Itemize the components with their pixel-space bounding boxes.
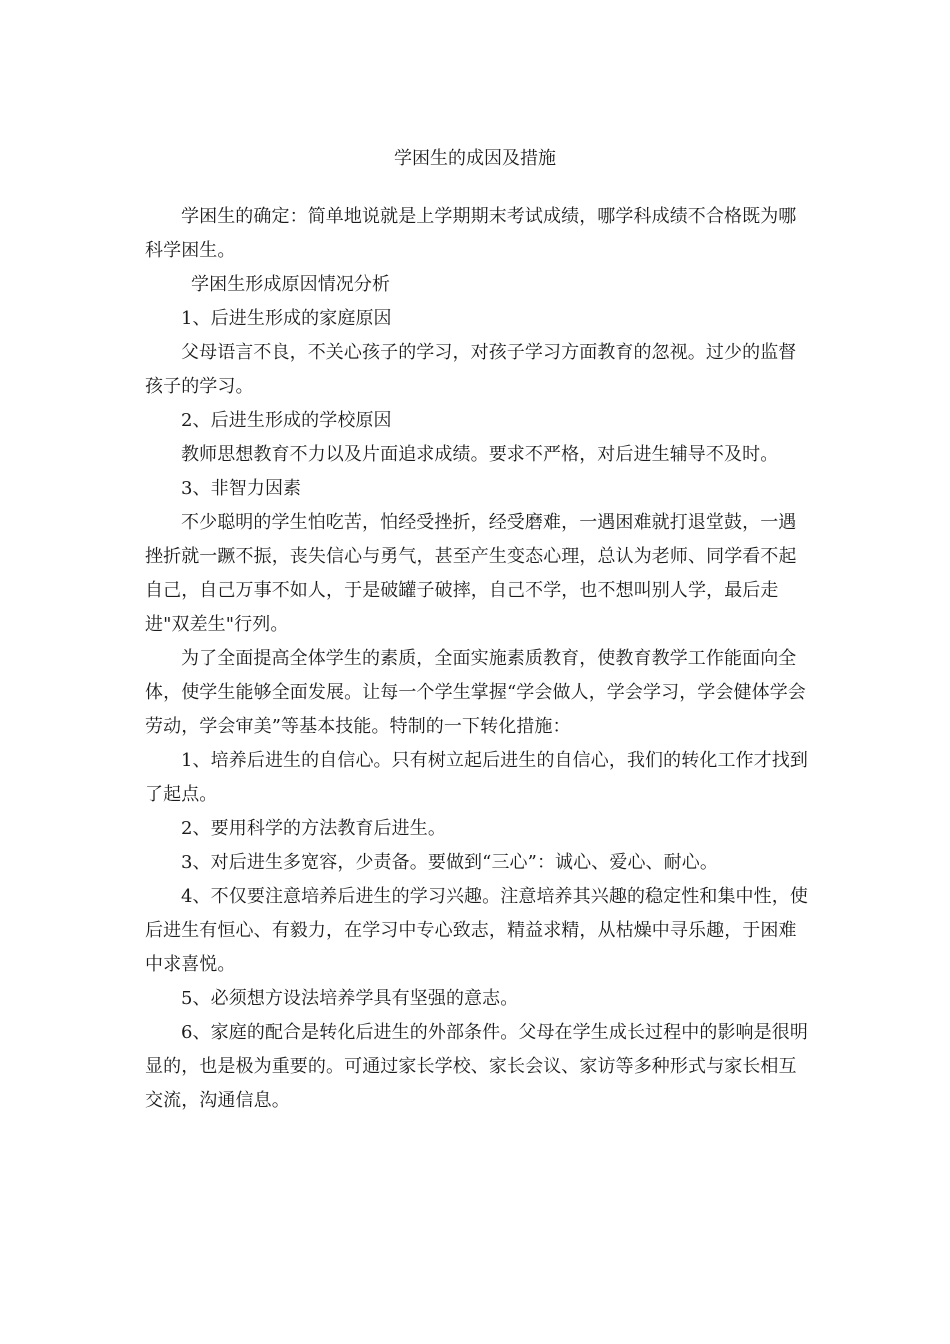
paragraph-measure-3: 3、对后进生多宽容，少责备。要做到“三心”：诚心、爱心、耐心。 [181, 852, 718, 873]
paragraph-definition: 学困生的确定：简单地说就是上学期期末考试成绩，哪学科成绩不合格既为哪科学困生。 [145, 206, 797, 261]
paragraph-heading-family: 1、后进生形成的家庭原因 [181, 308, 392, 329]
paragraph-goals: 为了全面提高全体学生的素质，全面实施素质教育，使教育教学工作能面向全体，使学生能够全面发展。让每一个学生掌握“学会做人，学会学习，学会健体学会劳动，学会审美”等基本技能。特制的一下转化措施： [145, 648, 806, 737]
document-body [145, 200, 809, 1118]
paragraph-school-reason: 教师思想教育不力以及片面追求成绩。要求不严格，对后进生辅导不及时。 [181, 444, 779, 465]
paragraph-family-reason: 父母语言不良，不关心孩子的学习，对孩子学习方面教育的忽视。过少的监督孩子的学习。 [145, 342, 797, 397]
paragraph-measure-5: 5、必须想方设法培养学具有坚强的意志。 [181, 988, 519, 1009]
paragraph-measure-4: 4、不仅要注意培养后进生的学习兴趣。注意培养其兴趣的稳定性和集中性，使后进生有恒心、有毅力，在学习中专心致志，精益求精，从枯燥中寻乐趣，于困难中求喜悦。 [145, 886, 808, 975]
paragraph-heading-non-intellectual: 3、非智力因素 [181, 478, 302, 499]
document-title: 学困生的成因及措施 [394, 148, 556, 169]
paragraph-heading-school: 2、后进生形成的学校原因 [181, 410, 392, 431]
paragraph-measure-6: 6、家庭的配合是转化后进生的外部条件。父母在学生成长过程中的影响是很明显的，也是极为重要的。可通过家长学校、家长会议、家访等多种形式与家长相互交流，沟通信息。 [145, 1022, 808, 1111]
paragraph-non-intellectual: 不少聪明的学生怕吃苦，怕经受挫折，经受磨难，一遇困难就打退堂鼓，一遇挫折就一蹶不振，丧失信心与勇气，甚至产生变态心理，总认为老师、同学看不起自己，自己万事不如人，于是破罐子破摔，自己不学，也不想叫别人学，最后走进"双差生"行列。 [145, 512, 797, 635]
paragraph-analysis-heading: 学困生形成原因情况分析 [191, 274, 391, 295]
paragraph-measure-2: 2、要用科学的方法教育后进生。 [181, 818, 446, 839]
paragraph-measure-1: 1、培养后进生的自信心。只有树立起后进生的自信心，我们的转化工作才找到了起点。 [145, 750, 808, 805]
